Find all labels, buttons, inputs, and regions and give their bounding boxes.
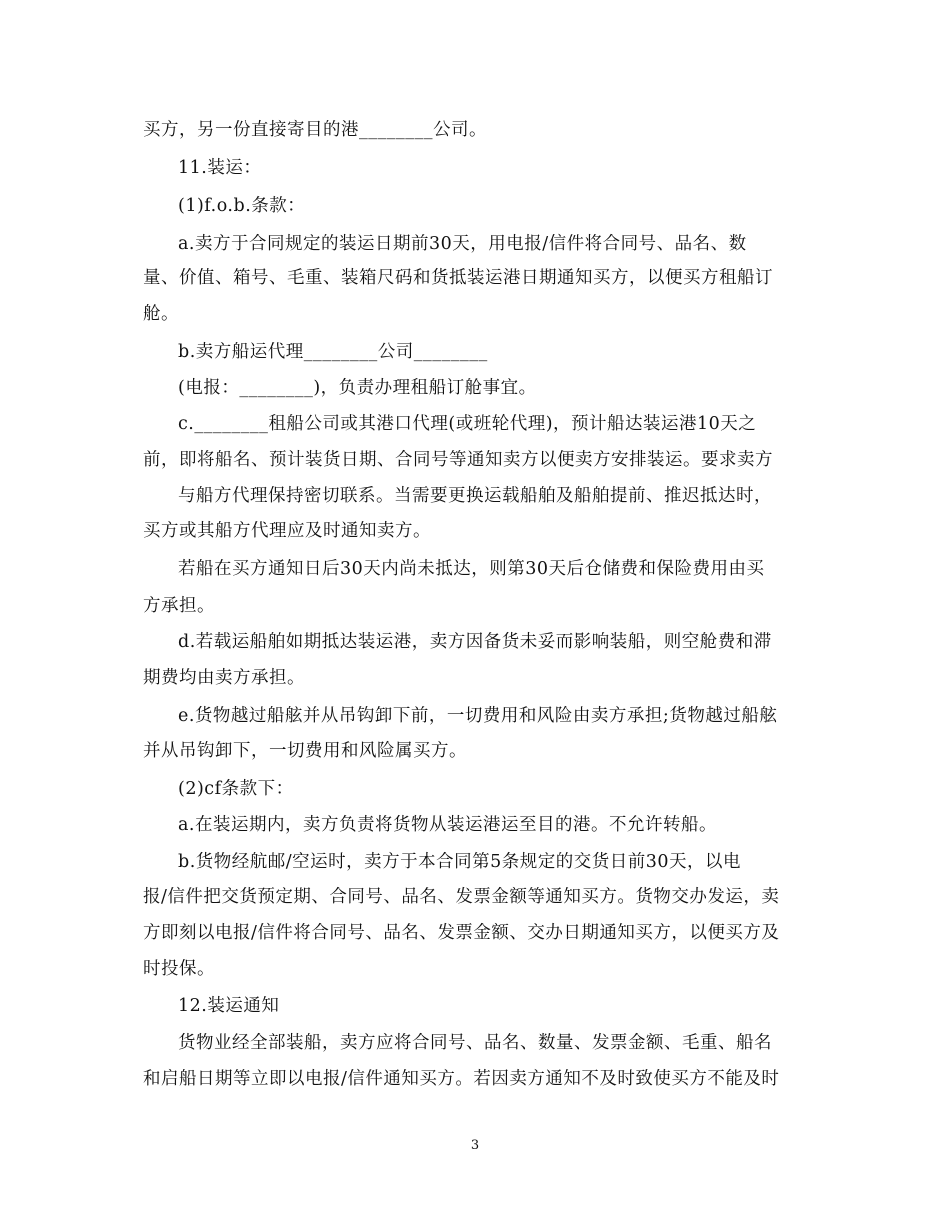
section-heading: 12.装运通知	[178, 996, 280, 1016]
text-line: b.卖方船运代理________公司________	[178, 342, 488, 362]
text-line: c.________租船公司或其港口代理(或班轮代理)，预计船达装运港10天之	[178, 414, 757, 434]
text-line: 与船方代理保持密切联系。当需要更换运载船舶及船舶提前、推迟抵达时，	[178, 486, 772, 506]
text-line: 货物业经全部装船，卖方应将合同号、品名、数量、发票金额、毛重、船名	[178, 1033, 772, 1053]
subsection-heading: (1)f.o.b.条款：	[178, 196, 306, 216]
text-line: 并从吊钩卸下，一切费用和风险属买方。	[143, 741, 467, 761]
section-heading: 11.装运：	[178, 158, 262, 178]
text-line: (电报：________)，负责办理租船订舱事宜。	[178, 378, 537, 398]
text-line: 方即刻以电报/信件将合同号、品名、发票金额、交办日期通知买方，以便买方及	[143, 923, 780, 943]
text-line: e.货物越过船舷并从吊钩卸下前，一切费用和风险由卖方承担;货物越过船舷	[178, 706, 778, 726]
text-line: 报/信件把交货预定期、合同号、品名、发票金额等通知买方。货物交办发运，卖	[143, 887, 780, 907]
subsection-heading: (2)cf条款下：	[178, 779, 294, 799]
text-line: 时投保。	[143, 959, 215, 979]
text-line: d.若载运船舶如期抵达装运港，卖方因备货未妥而影响装船，则空舱费和滞	[178, 632, 772, 652]
text-line: 舱。	[143, 304, 179, 324]
text-line: b.货物经航邮/空运时，卖方于本合同第5条规定的交货日前30天，以电	[178, 852, 742, 872]
text-line: a.卖方于合同规定的装运日期前30天，用电报/信件将合同号、品名、数	[178, 234, 747, 254]
page-number: 3	[470, 1138, 480, 1153]
text-line: 买方或其船方代理应及时通知卖方。	[143, 521, 431, 541]
text-line: 期费均由卖方承担。	[143, 668, 305, 688]
text-line: 量、价值、箱号、毛重、装箱尺码和货抵装运港日期通知买方，以便买方租船订	[143, 268, 773, 288]
text-line: 买方，另一份直接寄目的港________公司。	[143, 120, 487, 140]
text-line: 前，即将船名、预计装货日期、合同号等通知卖方以便卖方安排装运。要求卖方	[143, 450, 773, 470]
text-line: 若船在买方通知日后30天内尚未抵达，则第30天后仓储费和保险费用由买	[178, 559, 765, 579]
text-line: a.在装运期内，卖方负责将货物从装运港运至目的港。不允许转船。	[178, 815, 717, 835]
text-line: 和启船日期等立即以电报/信件通知买方。若因卖方通知不及时致使买方不能及时	[143, 1069, 780, 1089]
text-line: 方承担。	[143, 596, 215, 616]
